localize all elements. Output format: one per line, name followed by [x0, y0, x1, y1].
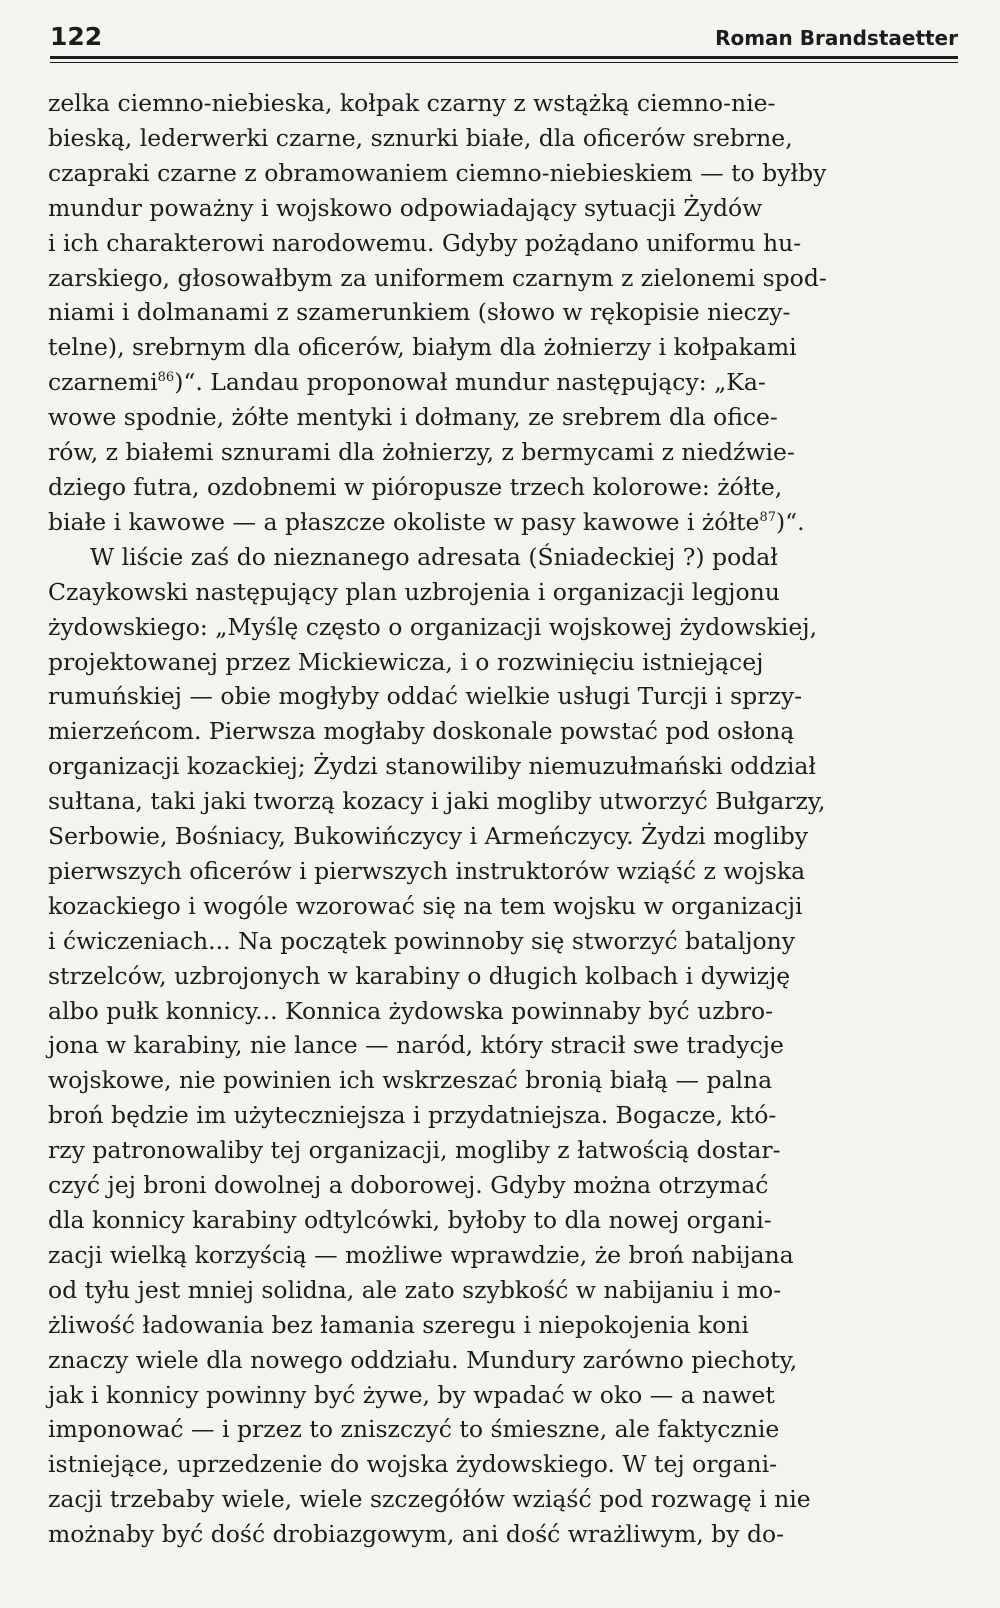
text-line: broń będzie im użyteczniejsza i przydatniejsza. Bogacze, któ- — [48, 1101, 777, 1130]
text-line: znaczy wiele dla nowego oddziału. Mundury zarówno piechoty, — [48, 1345, 798, 1374]
page-number: 122 — [50, 22, 103, 51]
text-line: albo pułk konnicy... Konnica żydowska powinnaby być uzbro- — [48, 996, 774, 1025]
page-header — [50, 22, 958, 54]
text-line: możnaby być dość drobiazgowym, ani dość wrażliwym, by do- — [48, 1520, 785, 1549]
text-line-part: białe i kawowe — a płaszcze okoliste w pasy kawowe i żółte — [48, 507, 760, 536]
text-line: rów, z białemi sznurami dla żołnierzy, z bermycami z niedźwie- — [48, 438, 795, 467]
text-line: jona w karabiny, nie lance — naród, który stracił swe tradycje — [48, 1031, 784, 1060]
text-line: żydowskiego: „Myślę często o organizacji wojskowej żydowskiej, — [48, 612, 818, 641]
text-line: dla konnicy karabiny odtylcówki, byłoby to dla nowej organi- — [48, 1206, 772, 1234]
text-line: zelka ciemno-niebieska, kołpak czarny z wstążką ciemno-nie- — [48, 89, 776, 117]
text-line: Serbowie, Bośniacy, Bukowińczycy i Armeńczycy. Żydzi mogliby — [48, 822, 809, 851]
paragraph-1 — [48, 86, 960, 540]
text-line: imponować — i przez to zniszczyć to śmieszne, ale faktycznie — [48, 1415, 780, 1444]
text-line: niami i dolmanami z szamerunkiem (słowo w rękopisie nieczy- — [48, 298, 791, 327]
paragraph-2 — [48, 540, 960, 1552]
text-line: strzelców, uzbrojonych w karabiny o długich kolbach i dywizję — [48, 961, 791, 990]
text-line: czyć jej broni dowolnej a doborowej. Gdyby można otrzymać — [48, 1171, 769, 1200]
text-line: zarskiego, głosowałbym za uniformem czarnym z zielonemi spod- — [48, 263, 827, 292]
text-line-part: )“. Landau proponował mundur następujący: „Ka- — [174, 368, 766, 397]
text-line: czapraki czarne z obramowaniem ciemno-niebieskiem — to byłby — [48, 158, 827, 187]
text-line: wowe spodnie, żółte mentyki i dołmany, ze srebrem dla ofice- — [48, 403, 778, 432]
header-rule-thick — [50, 56, 958, 59]
text-line: Czaykowski następujący plan uzbrojenia i organizacji legjonu — [48, 577, 780, 606]
text-line: istniejące, uprzedzenie do wojska żydowskiego. W tej organi- — [48, 1450, 778, 1479]
text-line: W liście zaś do nieznanego adresata (Śniadeckiej ?) podał — [90, 542, 778, 571]
text-line: od tyłu jest mniej solidna, ale zato szybkość w nabijaniu i mo- — [48, 1275, 782, 1304]
header-rule-thin — [50, 62, 958, 63]
footnote-ref-87: 87 — [759, 509, 776, 525]
text-line: i ćwiczeniach... Na początek powinnoby się stworzyć bataljony — [48, 926, 796, 955]
text-line-part: )“. — [775, 507, 805, 536]
text-line: projektowanej przez Mickiewicza, i o rozwinięciu istniejącej — [48, 647, 764, 676]
body-text — [48, 86, 960, 1552]
text-line: mierzeńcom. Pierwsza mogłaby doskonale powstać pod osłoną — [48, 717, 795, 746]
text-line: rzy patronowaliby tej organizacji, mogliby z łatwością dostar- — [48, 1136, 781, 1165]
text-line: rumuńskiej — obie mogłyby oddać wielkie usługi Turcji i sprzy- — [48, 682, 803, 711]
text-line-part: czarnemi — [48, 368, 158, 397]
text-line: i ich charakterowi narodowemu. Gdyby pożądano uniformu hu- — [48, 228, 802, 257]
text-line: jak i konnicy powinny być żywe, by wpadać w oko — a nawet — [48, 1380, 775, 1409]
text-line: bieską, lederwerki czarne, sznurki białe, dla oficerów srebrne, — [48, 123, 793, 152]
text-line: wojskowe, nie powinien ich wskrzeszać bronią białą — palna — [48, 1066, 773, 1095]
text-line: pierwszych oficerów i pierwszych instruktorów wziąść z wojska — [48, 856, 806, 885]
text-line: kozackiego i wogóle wzorować się na tem wojsku w organizacji — [48, 891, 803, 920]
text-line: mundur poważny i wojskowo odpowiadający sytuacji Żydów — [48, 193, 763, 222]
running-head-author: Roman Brandstaetter — [715, 26, 958, 50]
text-line: żliwość ładowania bez łamania szeregu i niepokojenia koni — [48, 1310, 749, 1339]
text-line: dziego futra, ozdobnemi w pióropusze trzech kolorowe: żółte, — [48, 472, 783, 501]
footnote-ref-86: 86 — [157, 370, 175, 386]
text-line: sułtana, taki jaki tworzą kozacy i jaki mogliby utworzyć Bułgarzy, — [48, 787, 826, 816]
text-line: zacji trzebaby wiele, wiele szczegółów wziąść pod rozwagę i nie — [48, 1485, 811, 1514]
text-line: zacji wielką korzyścią — możliwe wprawdzie, że broń nabijana — [48, 1240, 794, 1269]
text-line: organizacji kozackiej; Żydzi stanowiliby niemuzułmański oddział — [48, 752, 817, 781]
text-line: telne), srebrnym dla oficerów, białym dla żołnierzy i kołpakami — [48, 333, 797, 362]
